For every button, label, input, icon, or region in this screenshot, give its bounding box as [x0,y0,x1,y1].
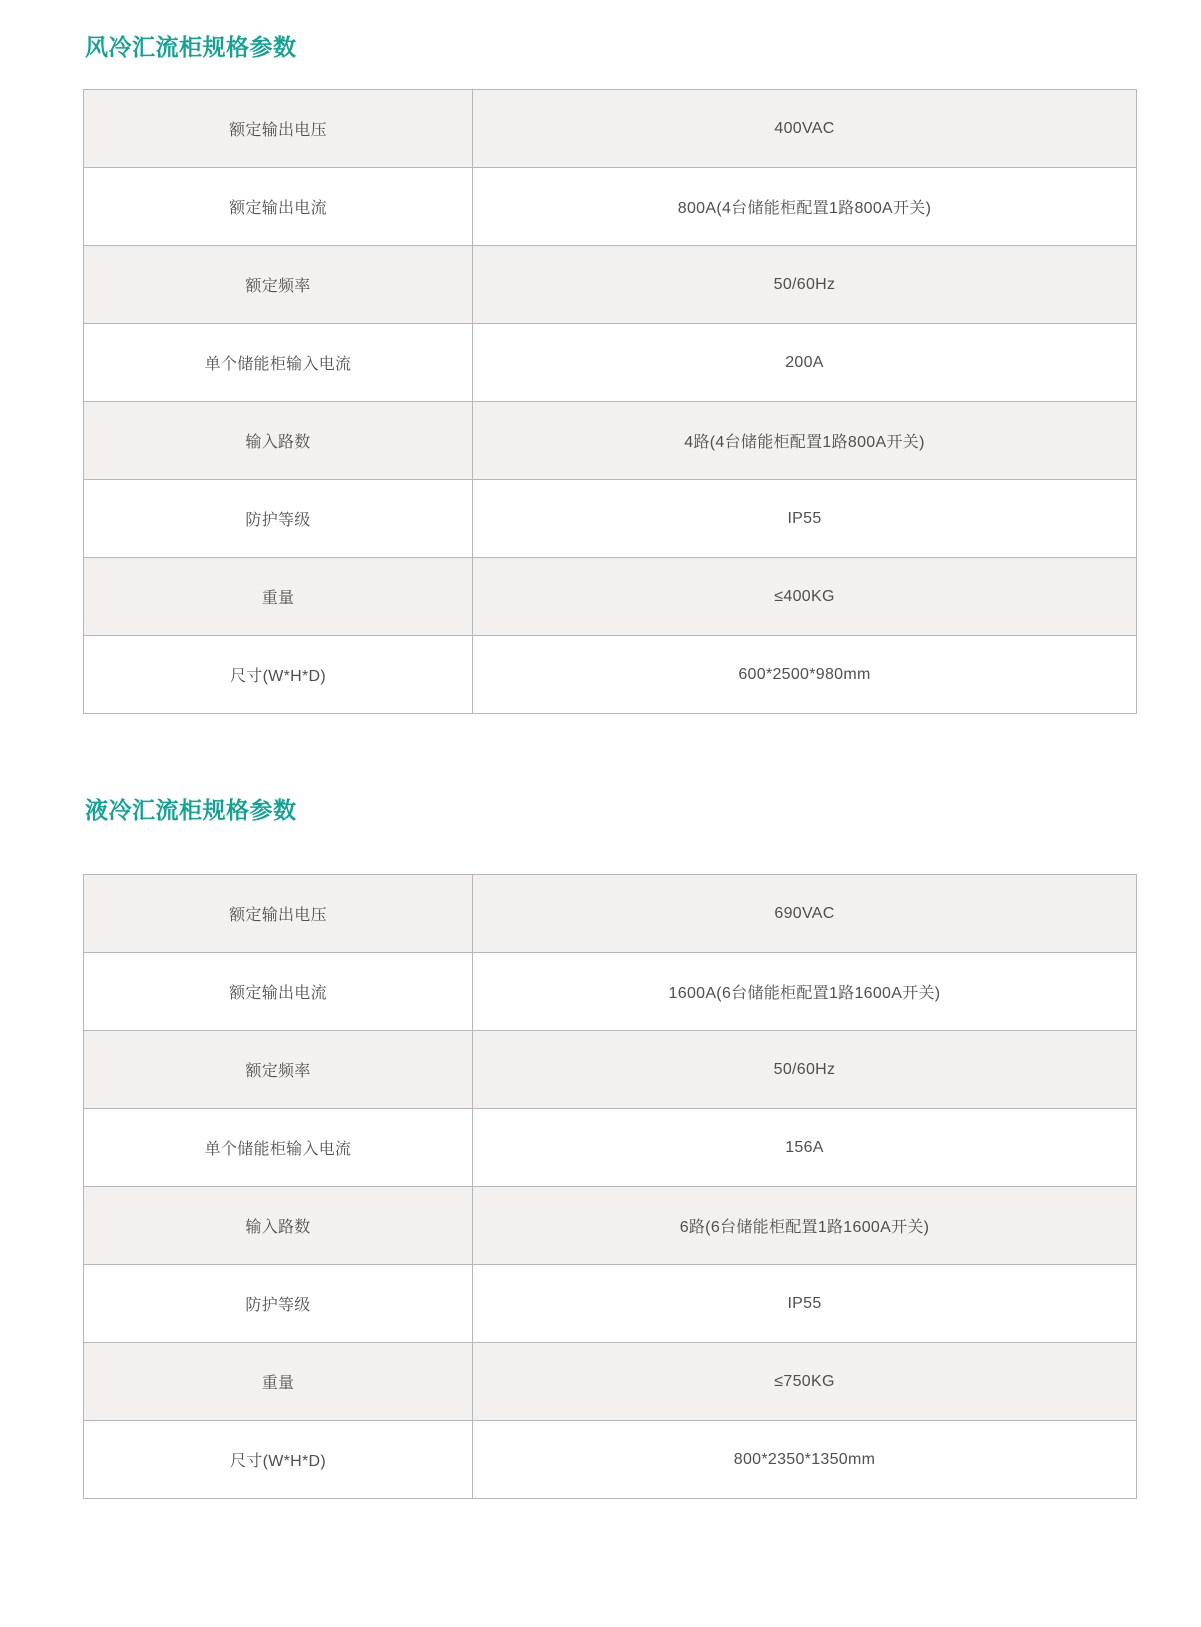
spec-label-cell: 尺寸(W*H*D) [84,1421,473,1499]
spec-value-cell: 50/60Hz [473,246,1137,324]
spec-label-cell: 额定输出电流 [84,168,473,246]
spec-label-cell: 单个储能柜输入电流 [84,1109,473,1187]
table-row [84,1109,1137,1187]
spec-value-cell: ≤400KG [473,558,1137,636]
spec-label-cell: 防护等级 [84,1265,473,1343]
table-row [84,90,1137,168]
spec-label-cell: 额定频率 [84,1031,473,1109]
spec-label-cell: 重量 [84,558,473,636]
table-row [84,246,1137,324]
liquid-cooled-section-title: 液冷汇流柜规格参数 [85,797,297,823]
spec-value-cell: 1600A(6台储能柜配置1路1600A开关) [473,953,1137,1031]
spec-value-cell: IP55 [473,1265,1137,1343]
liquid-cooled-spec-section [0,714,1201,1499]
table-row [84,636,1137,714]
spec-value-cell: 800*2350*1350mm [473,1421,1137,1499]
table-row [84,1265,1137,1343]
table-row [84,1421,1137,1499]
table-row [84,1031,1137,1109]
spec-value-cell: 690VAC [473,875,1137,953]
spec-label-cell: 单个储能柜输入电流 [84,324,473,402]
spec-value-cell: 156A [473,1109,1137,1187]
spec-value-cell: 600*2500*980mm [473,636,1137,714]
liquid-cooled-spec-table [83,874,1137,1499]
spec-label-cell: 输入路数 [84,1187,473,1265]
spec-value-cell: 6路(6台储能柜配置1路1600A开关) [473,1187,1137,1265]
spec-label-cell: 输入路数 [84,402,473,480]
table-row [84,558,1137,636]
air-cooled-spec-table [83,89,1137,714]
spec-label-cell: 额定输出电流 [84,953,473,1031]
spec-label-cell: 重量 [84,1343,473,1421]
spec-value-cell: 50/60Hz [473,1031,1137,1109]
spec-label-cell: 尺寸(W*H*D) [84,636,473,714]
table-row [84,1187,1137,1265]
air-cooled-section-title: 风冷汇流柜规格参数 [85,34,297,60]
table-row [84,875,1137,953]
table-row [84,402,1137,480]
spec-label-cell: 额定输出电压 [84,875,473,953]
table-row [84,324,1137,402]
table-row [84,480,1137,558]
spec-value-cell: 200A [473,324,1137,402]
spec-value-cell: IP55 [473,480,1137,558]
spec-label-cell: 防护等级 [84,480,473,558]
table-row [84,1343,1137,1421]
air-cooled-spec-section [0,0,1201,714]
spec-value-cell: 800A(4台储能柜配置1路800A开关) [473,168,1137,246]
spec-label-cell: 额定输出电压 [84,90,473,168]
table-row [84,168,1137,246]
spec-value-cell: 400VAC [473,90,1137,168]
spec-label-cell: 额定频率 [84,246,473,324]
spec-value-cell: ≤750KG [473,1343,1137,1421]
spec-value-cell: 4路(4台储能柜配置1路800A开关) [473,402,1137,480]
table-row [84,953,1137,1031]
